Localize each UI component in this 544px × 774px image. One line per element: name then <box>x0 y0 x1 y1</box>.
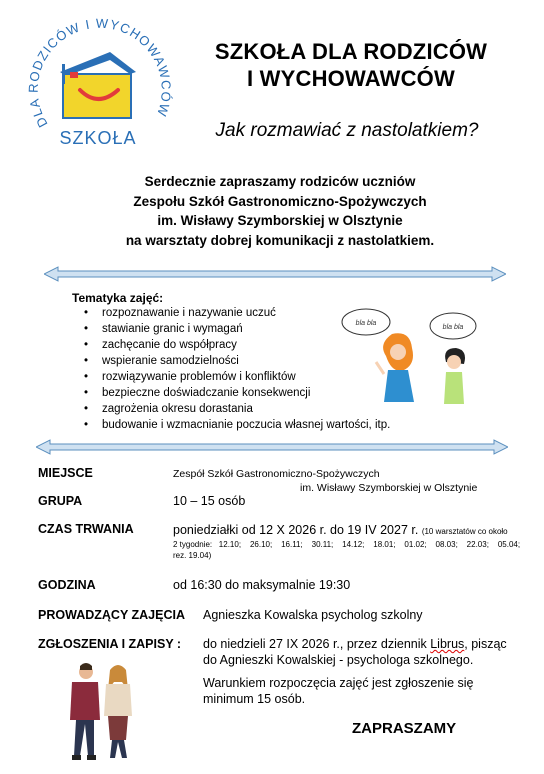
intro-line-3: im. Wisławy Szymborskiej w Olsztynie <box>157 213 403 228</box>
zgloszenia-line-1 <box>203 637 507 651</box>
logo-graphic <box>18 12 178 157</box>
conversation-illustration <box>336 304 486 409</box>
list-item: • zachęcanie do współpracy <box>80 337 390 353</box>
speech-bubble-right: bla bla <box>442 324 464 331</box>
list-item: • rozwiązywanie problemów i konfliktów <box>80 369 390 385</box>
warunek-line-1: Warunkiem rozpoczęcia zajęć jest zgłoszenie się <box>203 676 474 690</box>
prowadzacy-value: Agnieszka Kowalska psycholog szkolny <box>203 608 423 622</box>
miejsce-label: MIEJSCE <box>38 466 93 480</box>
grupa-label: GRUPA <box>38 494 83 508</box>
zgloszenia-text-b: , pisząc <box>464 637 507 651</box>
double-arrow-divider-top <box>44 265 506 283</box>
zgloszenia-line-2: do Agnieszki Kowalskiej - psychologa szkolnego. <box>203 653 474 667</box>
intro-text <box>60 172 500 250</box>
intro-line-1: Serdecznie zapraszamy rodziców uczniów <box>144 174 416 189</box>
czas-dates-range: poniedziałki od 12 X 2026 r. do 19 IV 2027 r. <box>173 523 419 537</box>
librus-word: Librus <box>430 637 465 651</box>
speech-bubble-left: bla bla <box>355 320 377 327</box>
list-item: • stawianie granic i wymagań <box>80 321 390 337</box>
prowadzacy-label: PROWADZĄCY ZAJĘCIA <box>38 608 186 622</box>
intro-line-4: na warsztaty dobrej komunikacji z nastolatkiem. <box>125 232 435 248</box>
miejsce-line-2: im. Wisławy Szymborskiej w Olsztynie <box>300 482 478 494</box>
intro-line-2: Zespołu Szkół Gastronomiczno-Spożywczych <box>133 193 427 209</box>
double-arrow-divider-bottom <box>36 438 508 456</box>
czas-note: (10 warsztatów co około <box>421 527 508 536</box>
zgloszenia-text-a: do niedzieli 27 IX 2026 r., przez dziennik <box>203 637 431 651</box>
czas-dates-line-2: rez. 19.04) <box>173 551 212 560</box>
page-title <box>186 38 516 92</box>
czas-label: CZAS TRWANIA <box>38 522 134 536</box>
walking-couple-graphic <box>58 660 148 765</box>
list-item: • rozpoznawanie i nazywanie uczuć <box>80 305 390 321</box>
czas-dates-line-1: 2 tygodnie: 12.10; 26.10; 16.11; 30.11; 14.12; 18.01; 01.02; 08.03; 22.03; 05.04; <box>173 540 521 549</box>
title-line-1: SZKOŁA DLA RODZICÓW <box>214 39 488 64</box>
logo-arc-text: DLA RODZICÓW I WYCHOWAWCÓW <box>25 15 174 131</box>
godzina-value: od 16:30 do maksymalnie 19:30 <box>173 578 351 592</box>
warunek-line-2: minimum 15 osób. <box>203 692 306 706</box>
conversation-graphic <box>336 304 486 409</box>
list-item: • bezpieczne doświadczanie konsekwencji <box>80 385 390 401</box>
closing-invitation: ZAPRASZAMY <box>352 720 457 737</box>
godzina-label: GODZINA <box>38 578 96 592</box>
zgloszenia-label: ZGŁOSZENIA I ZAPISY : <box>38 637 182 651</box>
list-item: • wspieranie samodzielności <box>80 353 390 369</box>
grupa-value: 10 – 15 osób <box>173 494 246 508</box>
czas-value <box>173 523 508 537</box>
page-subtitle: Jak rozmawiać z nastolatkiem? <box>215 120 479 141</box>
walking-couple-illustration <box>58 660 148 765</box>
miejsce-line-1: Zespół Szkół Gastronomiczno-Spożywczych <box>173 468 380 480</box>
list-item: • zagrożenia okresu dorastania <box>80 401 390 417</box>
list-item: • budowanie i wzmacnianie poczucia własnej wartości, itp. <box>80 417 390 433</box>
topics-heading: Tematyka zajęć: <box>72 291 164 305</box>
title-line-2: I WYCHOWAWCÓW <box>247 66 455 91</box>
logo-word: SZKOŁA <box>59 128 137 148</box>
school-logo <box>18 12 178 157</box>
